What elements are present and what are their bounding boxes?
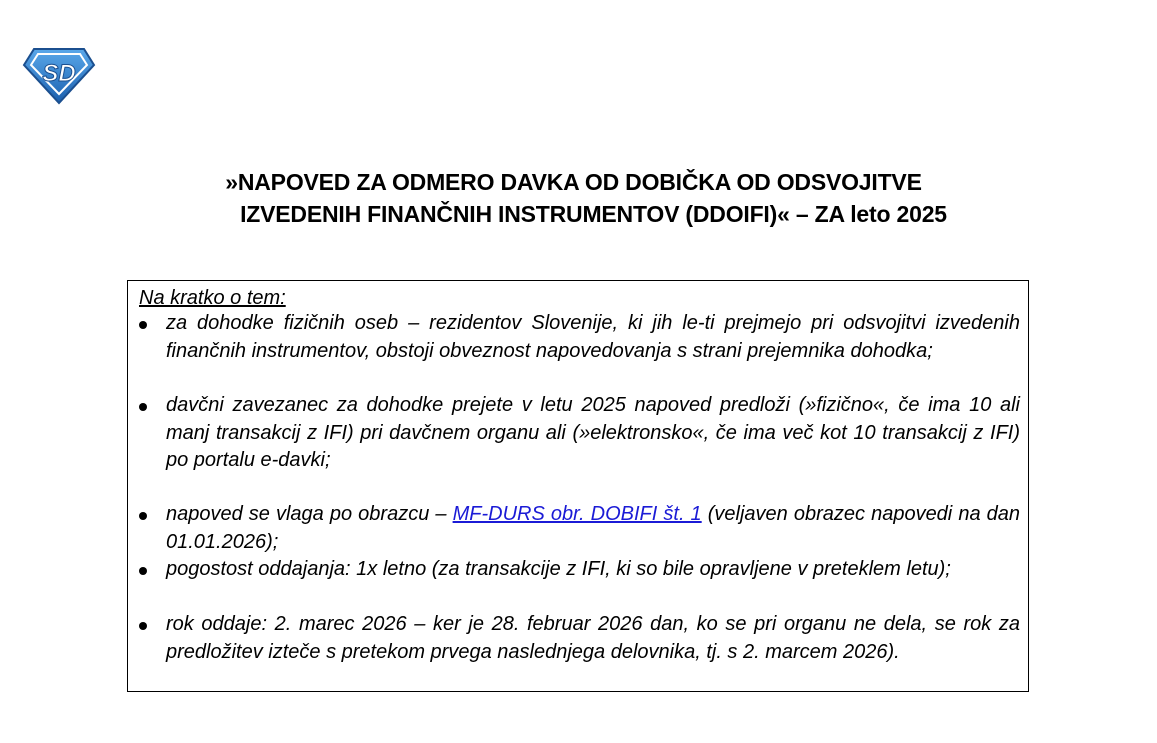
summary-box bbox=[127, 280, 1029, 692]
svg-text:SD: SD bbox=[42, 60, 76, 87]
summary-item-4: pogostost oddajanja: 1x letno (za transakcije z IFI, ki so bile opravljene v preteklem letu); bbox=[166, 558, 951, 580]
sd-diamond-logo-icon bbox=[22, 47, 96, 105]
summary-item-3-text-before: napoved se vlaga po obrazcu – bbox=[166, 503, 453, 525]
form-link-dobifi[interactable]: MF-DURS obr. DOBIFI št. 1 bbox=[452, 503, 702, 525]
bullet-icon bbox=[139, 403, 147, 411]
summary-item-3 bbox=[166, 501, 1020, 556]
document-title-line-1: »NAPOVED ZA ODMERO DAVKA OD DOBIČKA OD ODSVOJITVE bbox=[225, 169, 922, 195]
bullet-icon bbox=[139, 567, 147, 575]
document-title-line-2: IZVEDENIH FINANČNIH INSTRUMENTOV (DDOIFI)« – ZA leto 2025 bbox=[240, 201, 947, 227]
summary-item-2: davčni zavezanec za dohodke prejete v letu 2025 napoved predloži (»fizično«, če ima 10 ali manj transakcij z IFI) pri davčnem organu ali (»elektronsko«, če ima več kot 10 transakcij z IFI) po portalu e-davki; bbox=[166, 394, 1020, 471]
summary-heading: Na kratko o tem: bbox=[139, 287, 286, 309]
summary-item-1: za dohodke fizičnih oseb – rezidentov Slovenije, ki jih le-ti prejmejo pri odsvojitvi izvedenih finančnih instrumentov, obstoji obveznost napovedovanja s strani prejemnika dohodka; bbox=[166, 312, 1020, 362]
bullet-icon bbox=[139, 512, 147, 520]
summary-item-5: rok oddaje: 2. marec 2026 – ker je 28. februar 2026 dan, ko se pri organu ne dela, se rok za predložitev izteče s pretekom prvega naslednjega delovnika, tj. s 2. marcem 2026). bbox=[166, 613, 1020, 663]
summary-item-3-text-after: (veljaven obrazec napovedi na dan 01.01.2026); bbox=[166, 503, 1020, 553]
bullet-icon bbox=[139, 321, 147, 329]
bullet-icon bbox=[139, 622, 147, 630]
